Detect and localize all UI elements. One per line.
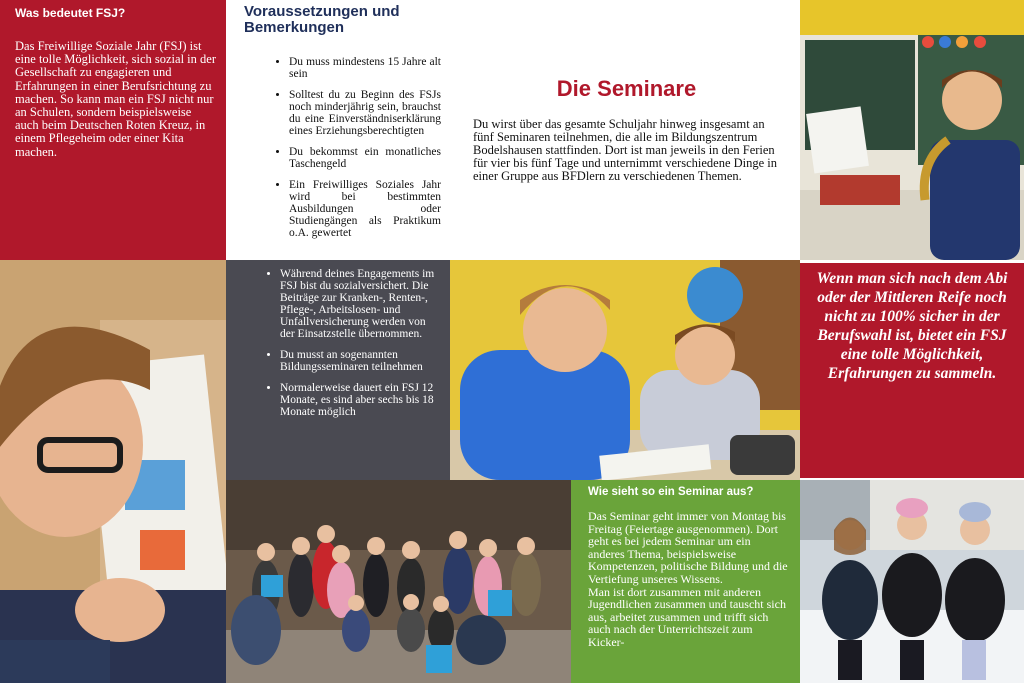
- seminare-panel: [455, 0, 800, 260]
- seminar-info-text-2: Man ist dort zusammen mit anderen Jugendlichen zusammen und tauscht sich aus, arbeitet zusammen und trifft sich auch nach der Unterrichtszeit zum Kicker-: [588, 584, 786, 649]
- saxophone-boy-photo: [800, 0, 1024, 260]
- requirements-title-line1: Voraussetzungen und: [244, 3, 400, 20]
- seminare-text: Du wirst über das gesamte Schuljahr hinweg insgesamt an fünf Seminaren teilnehmen, die alle im Bildungszentrum Bodelshausen stattfinden. Dort ist man jeweils in den Ferien für vier bis fünf Tage und unternimmt verschiedene Dinge in einer Gruppe aus BFDlern zu verschiedenen Themen.: [473, 117, 778, 183]
- requirements-panel: [226, 0, 455, 260]
- requirement-item: • Normalerweise dauert ein FSJ 12 Monate, es sind aber sechs bis 18 Monate möglich: [280, 382, 442, 418]
- more-requirements-list: [238, 268, 442, 418]
- requirement-item: • Ein Freiwilliges Soziales Jahr wird bei bestimmten Ausbildungen oder Studiengängen als Praktikum o.A. gewertet: [289, 179, 441, 239]
- requirement-item: • Du bekommst ein monatliches Taschengeld: [289, 146, 441, 170]
- seminar-info-panel: [571, 480, 800, 683]
- requirement-item: • Du muss mindestens 15 Jahre alt sein: [289, 56, 441, 80]
- requirement-item: • Während deines Engagements im FSJ bist du sozialversichert. Die Beiträge zur Kranken-, Renten-, Pflege-, Arbeitslosen- und Unfallversicherung werden von der Einsatzstelle übernommen.: [280, 268, 442, 340]
- fsj-text: Das Freiwillige Soziale Jahr (FSJ) ist eine tolle Möglichkeit, sich sozial in der Gesellschaft zu engagieren und Erfahrungen in einer Berufsrichtung zu machen. So kann man ein FSJ nicht nur an Schulen, sondern beispielsweise auch beim Deutschen Roten Kreuz, in einem Pflegeheim oder einer Kita machen.: [15, 39, 216, 159]
- boys-writing-photo: [450, 260, 800, 480]
- quote-text: Wenn man sich nach dem Abi oder der Mittleren Reife noch nicht zu 100% sicher in der Berufswahl ist, bietet ein FSJ eine tolle Möglichkeit, Erfahrungen zu sammeln.: [816, 270, 1008, 382]
- fsj-title: Was bedeutet FSJ?: [15, 6, 126, 20]
- requirements-title-line2: Bemerkungen: [244, 19, 345, 36]
- insurance-panel: [226, 260, 450, 480]
- fsj-info-panel: [0, 0, 226, 260]
- boy-coloring-photo: [0, 260, 226, 683]
- girls-snow-photo: [800, 480, 1024, 683]
- seminar-info-title: Wie sieht so ein Seminar aus?: [588, 486, 754, 498]
- seminare-title: Die Seminare: [556, 76, 697, 101]
- requirements-title: [244, 4, 441, 36]
- seminar-info-text: Das Seminar geht immer von Montag bis Freitag (Feiertage ausgenommen). Dort geht es bei jedem Seminar um ein anderes Thema, beispielsweise Kompetenzen, politische Bildung und die Vertiefung unseres Wissens.: [588, 509, 788, 586]
- group-cleanup-photo: [226, 480, 571, 683]
- requirement-item: • Du musst an sogenannten Bildungsseminaren teilnehmen: [280, 349, 442, 373]
- requirements-list: [244, 56, 441, 239]
- quote-panel: [800, 263, 1024, 478]
- requirement-item: • Solltest du zu Beginn des FSJs noch minderjährig sein, brauchst du eine Einverständniserklärung eines Erziehungsberechtigten: [289, 89, 441, 137]
